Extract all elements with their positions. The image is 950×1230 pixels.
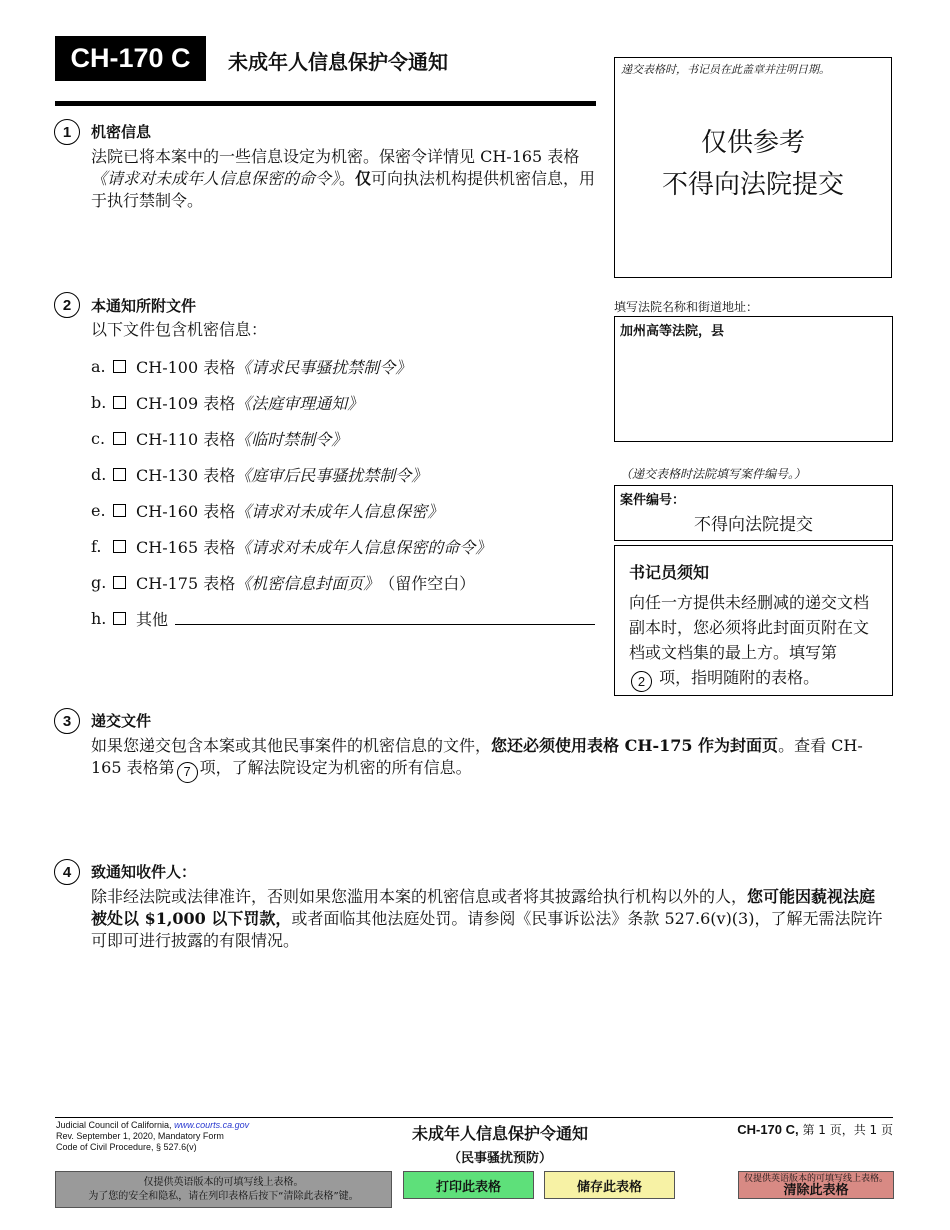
form-id-badge [55, 36, 206, 81]
attachment-checkbox-b[interactable] [113, 396, 126, 409]
item-7-reference: 7 [177, 762, 198, 783]
clerk-notice-title: 书记员须知 [629, 563, 710, 582]
footer-title: 未成年人信息保护令通知 [411, 1124, 588, 1143]
clerk-notice-body: 向任一方提供未经删减的递交文档副本时，您必须将此封面页附在文档或文档集的最上方。填写第 2 项，指明随附的表格。 [629, 590, 884, 692]
attachment-checkbox-g[interactable] [113, 576, 126, 589]
print-button[interactable]: 打印此表格 [403, 1171, 534, 1199]
section-1-body: 法院已将本案中的一些信息设定为机密。保密令详情见 CH-165 表格《请求对未成年人信息保密的命令》。仅可向执法机构提供机密信息，用于执行禁制令。 [91, 147, 596, 210]
other-document-field[interactable] [175, 624, 595, 625]
reference-line-1: 仅供参考 [700, 128, 805, 158]
attachment-item-d: d. CH-130 表格 《庭审后民事骚扰禁制令》 [91, 465, 428, 485]
attachment-item-a: a. CH-100 表格 《请求民事骚扰禁制令》 [91, 357, 412, 377]
attachment-checkbox-c[interactable] [113, 432, 126, 445]
clerk-stamp-note: 递交表格时，书记员在此盖章并注明日期。 [621, 63, 830, 76]
courts-website-link[interactable]: www.courts.ca.gov [174, 1120, 250, 1130]
attachment-item-c: c. CH-110 表格 《临时禁制令》 [91, 429, 348, 449]
section-1-number: 1 [54, 119, 80, 145]
section-3-body: 如果您递交包含本案或其他民事案件的机密信息的文件，您还必须使用表格 CH-175 作为封面页。查看 CH-165 表格第 7 项，了解法院设定为机密的所有信息。 [91, 735, 891, 783]
reference-only-notice [615, 122, 891, 206]
save-button[interactable]: 储存此表格 [544, 1171, 675, 1199]
attachment-checkbox-e[interactable] [113, 504, 126, 517]
court-address-label: 填写法院名称和街道地址： [614, 300, 759, 314]
court-address-field[interactable] [614, 316, 893, 442]
section-1-title: 机密信息 [91, 123, 152, 141]
section-3-number: 3 [54, 708, 80, 734]
section-4-title: 致通知收件人： [91, 863, 197, 881]
case-number-note: （递交表格时法院填写案件编号。） [620, 467, 807, 481]
footer-citation: Judicial Council of California, www.courts.ca.gov Rev. September 1, 2020, Mandatory Form Code of Civil Procedure, § 527.6(v) [56, 1120, 250, 1152]
footer-divider [55, 1117, 893, 1118]
court-name: 加州高等法院，县 [620, 324, 725, 339]
attachment-checkbox-d[interactable] [113, 468, 126, 481]
item-2-reference: 2 [631, 671, 652, 692]
form-id: CH-170 C [70, 43, 191, 73]
attachment-item-e: e. CH-160 表格 《请求对未成年人信息保密》 [91, 501, 444, 521]
section-2-title: 本通知所附文件 [91, 297, 197, 315]
section-2-intro: 以下文件包含机密信息： [91, 320, 268, 339]
attachment-checkbox-f[interactable] [113, 540, 126, 553]
attachment-item-b: b. CH-109 表格 《法庭审理通知》 [91, 393, 364, 413]
footer-page-info: CH-170 C, 第 1 页，共 1 页 [737, 1122, 893, 1137]
section-2-number: 2 [54, 292, 80, 318]
attachment-item-f: f. CH-165 表格 《请求对未成年人信息保密的命令》 [91, 537, 492, 557]
header-divider [55, 101, 596, 106]
case-number-value: 不得向法院提交 [694, 515, 813, 535]
clerk-notice-box [614, 545, 893, 696]
footer-subtitle: （民事骚扰预防） [447, 1151, 552, 1166]
section-4-body: 除非经法院或法律准许，否则如果您滥用本案的机密信息或者将其披露给执行机构以外的人，您可能因藐视法庭被处以 $1,000 以下罚款，或者面临其他法庭处罚。请参阅《民事诉讼法》条款 527.6(v)(3)，了解无需法院许可即可进行披露的有限情况。 [91, 887, 883, 950]
attachment-checkbox-h[interactable] [113, 612, 126, 625]
case-number-label: 案件编号： [620, 493, 686, 508]
reference-line-2: 不得向法院提交 [661, 170, 844, 200]
info-banner: 仅提供英语版本的可填写线上表格。 为了您的安全和隐私，请在列印表格后按下“清除此表格”键。 [55, 1171, 392, 1208]
clerk-stamp-box [614, 57, 892, 278]
section-4-number: 4 [54, 859, 80, 885]
case-number-field[interactable] [614, 485, 893, 541]
attachment-checkbox-a[interactable] [113, 360, 126, 373]
footer-title-block [350, 1121, 650, 1166]
form-title: 未成年人信息保护令通知 [228, 50, 448, 74]
section-3-title: 递交文件 [91, 712, 152, 730]
attachment-item-h: h. 其他 [91, 609, 169, 629]
attachment-item-g: g. CH-175 表格 《机密信息封面页》 （留作空白） [91, 573, 476, 593]
clear-form-button[interactable]: 仅提供英语版本的可填写线上表格。 清除此表格 [738, 1171, 894, 1199]
